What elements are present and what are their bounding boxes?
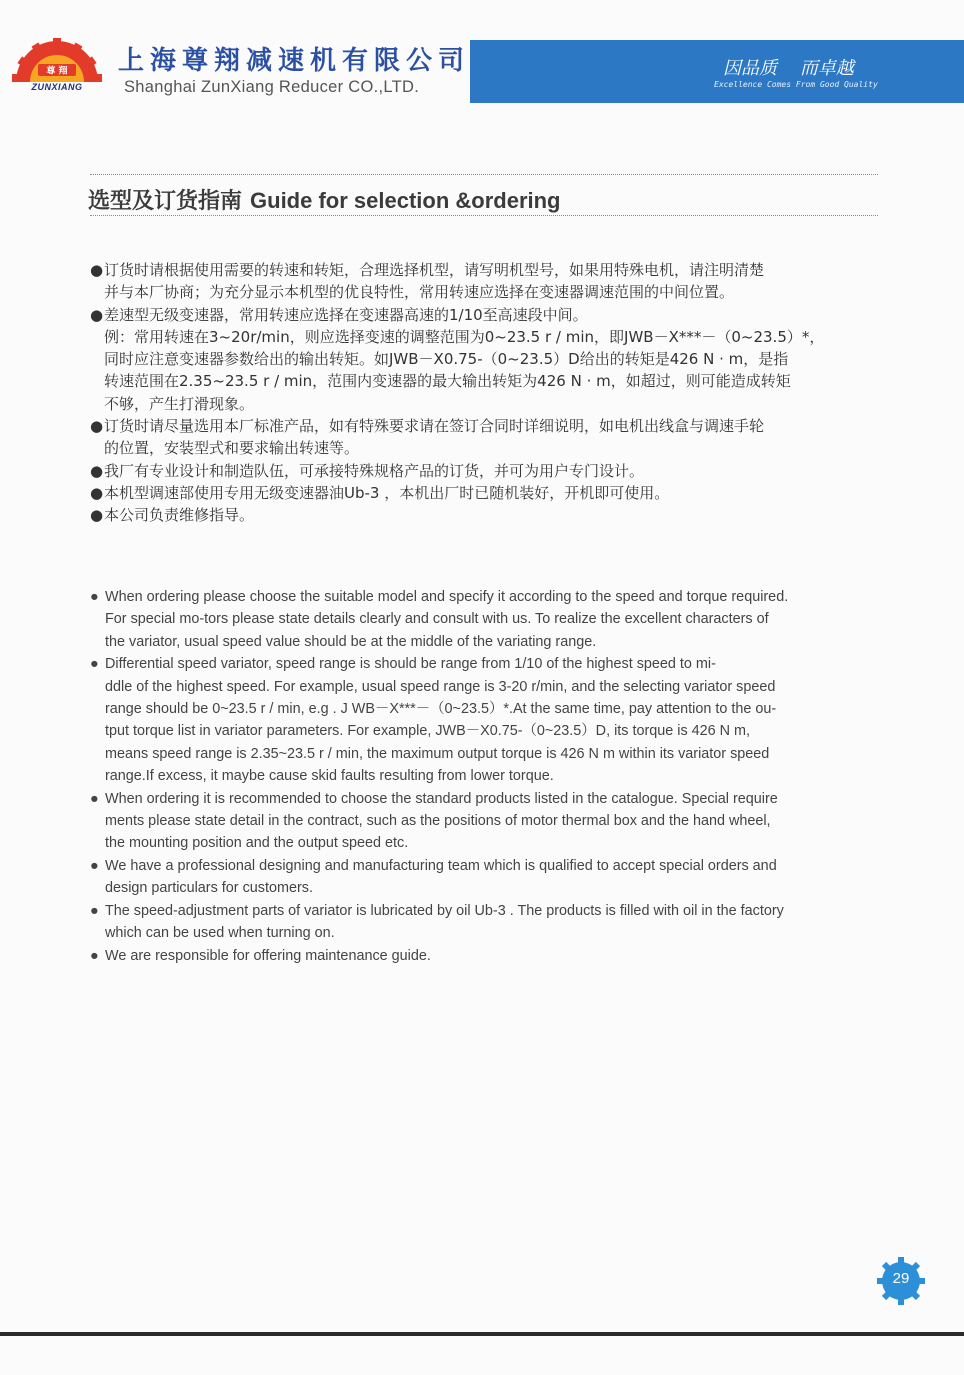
item-line: When ordering please choose the suitable model and specify it according to the speed and torque required. [105,589,789,605]
list-item [90,586,900,653]
item-line: range should be 0~23.5 r / min, e.g . J WB－X***－（0~23.5）*.At the same time, pay attention to the ou- [105,701,777,718]
bullet: ● [90,461,104,480]
en-guide-list [90,586,900,967]
item-line: 本公司负责维修指导。 [104,506,255,525]
list-item [90,855,900,900]
item-line: means speed range is 2.35~23.5 r / min, the maximum output torque is 426 N m within its variator speed [105,745,770,762]
section-title-en: Guide for selection &ordering [250,188,561,213]
list-item [90,504,910,526]
list-item [90,415,910,460]
bullet: ● [90,417,104,436]
item-line: 例：常用转速在3~20r/min，则应选择变速的调整范围为0~23.5 r / min，即JWB－X***－（0~23.5）*， [104,327,825,346]
section-title [88,184,561,215]
item-line: ddle of the highest speed. For example, usual speed range is 3-20 r/min, and the selecting variator speed [105,678,776,695]
item-line: 的位置，安装型式和要求输出转速等。 [104,439,360,458]
bullet: ● [90,790,99,807]
item-line: range.If excess, it maybe cause skid faults resulting from lower torque. [105,768,554,785]
list-item [90,482,910,504]
item-line: 不够，产生打滑现象。 [104,394,255,413]
bullet: ● [90,506,104,525]
list-item [90,788,900,855]
page-header [0,0,964,108]
bullet: ● [90,656,99,673]
logo-brand-text: ZUNXIANG [31,82,83,92]
item-line: which can be used when turning on. [105,925,335,942]
logo-top-text: 尊 翔 [46,66,68,77]
item-line: the variator, usual speed value should be at the middle of the variating range. [105,633,597,650]
bullet: ● [90,483,104,502]
section-title-cn: 选型及订货指南 [88,189,243,214]
item-line: 同时应注意变速器参数给出的输出转矩。如JWB－X0.75-（0~23.5）D给出的转矩是426 N · m，是指 [104,350,789,369]
page-number-badge [876,1256,926,1306]
slogan-banner [470,40,964,103]
company-logo [10,38,104,100]
list-item [90,945,900,967]
item-line: ments please state detail in the contract, such as the positions of motor thermal box and the hand wheel, [105,813,771,830]
list-item [90,900,900,945]
item-line: 我厂有专业设计和制造队伍，可承接特殊规格产品的订货，并可为用户专门设计。 [104,461,645,480]
item-line: design particulars for customers. [105,880,313,897]
gear-logo-icon [10,38,104,86]
bullet: ● [90,589,99,605]
list-item [90,304,910,415]
bottom-divider [90,215,878,216]
item-line: 订货时请根据使用需要的转速和转矩，合理选择机型，请写明机型号，如果用特殊电机，请注明清楚 [104,261,765,279]
bullet: ● [90,947,99,964]
cn-guide-list [90,259,910,527]
item-line: We have a professional designing and manufacturing team which is qualified to accept special orders and [105,857,777,874]
item-line: 并与本厂协商；为充分显示本机型的优良特性，常用转速应选择在变速器调速范围的中间位置。 [104,283,735,302]
bullet: ● [90,857,99,874]
page-number: 29 [892,1270,910,1287]
item-line: 订货时请尽量选用本厂标准产品，如有特殊要求请在签订合同时详细说明，如电机出线盒与调速手轮 [104,417,765,436]
item-line: 转速范围在2.35~23.5 r / min，范围内变速器的最大输出转矩为426 N · m，如超过，则可能造成转矩 [104,372,791,391]
bullet: ● [90,902,99,919]
item-line: For special mo-tors please state details clearly and consult with us. To realize the excellent characters of [105,611,769,628]
item-line: tput torque list in variator parameters. For example, JWB－X0.75-（0~23.5）D, its torque is 426 N m, [105,723,751,740]
company-name-cn: 上海尊翔减速机有限公司 [118,46,471,76]
page-bottom-edge [0,1332,964,1336]
list-item [90,259,910,304]
item-line: We are responsible for offering maintenance guide. [105,947,431,964]
list-item [90,460,910,482]
list-item [90,653,900,787]
slogan-en: Excellence Comes From Good Quality [714,80,878,89]
item-line: Differential speed variator, speed range is should be range from 1/10 of the highest speed to mi- [105,656,716,673]
item-line: When ordering it is recommended to choose the standard products listed in the catalogue. Special require [105,790,778,807]
item-line: the mounting position and the output speed etc. [105,835,409,852]
company-name-en: Shanghai ZunXiang Reducer CO.,LTD. [124,78,420,96]
item-line: The speed-adjustment parts of variator is lubricated by oil Ub-3 . The products is filled with oil in the factory [105,902,784,919]
bullet: ● [90,261,104,279]
item-line: 本机型调速部使用专用无级变速器油Ub-3 ，本机出厂时已随机装好，开机即可使用。 [104,483,670,502]
item-line: 差速型无级变速器，常用转速应选择在变速器高速的1/10至高速段中间。 [104,305,588,324]
top-divider [90,174,878,175]
slogan-cn: 因品质 而卓越 [723,58,854,79]
bullet: ● [90,305,104,324]
